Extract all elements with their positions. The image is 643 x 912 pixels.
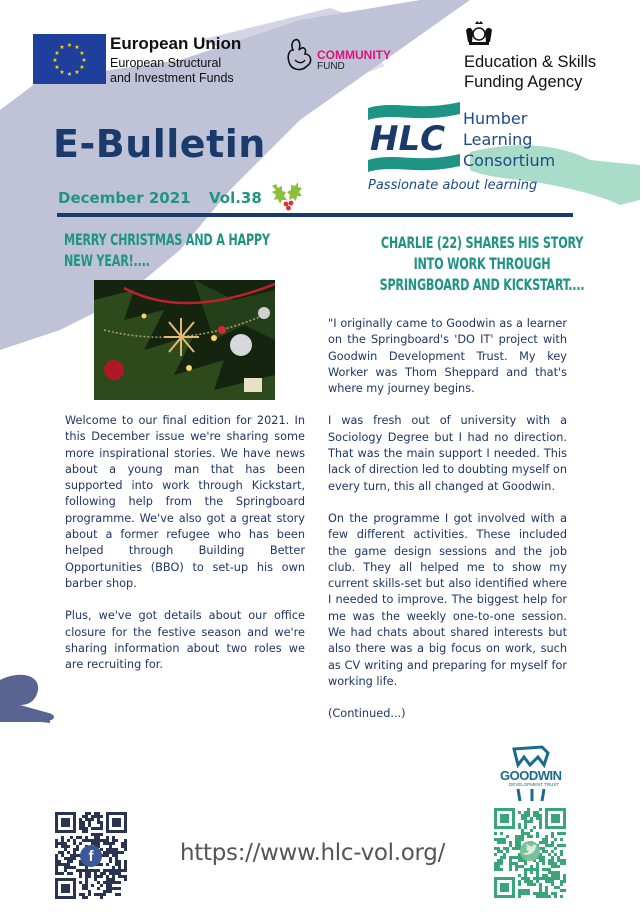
community-fund-line1: COMMUNITY: [317, 48, 391, 62]
goodwin-logo-name: GOODWIN: [500, 768, 562, 783]
hlc-logo-name: [463, 108, 555, 171]
svg-text:★: ★: [66, 71, 73, 78]
issue-volume: Vol.38: [209, 189, 262, 207]
svg-text:★: ★: [54, 50, 60, 57]
esfa-logo-text: [464, 52, 596, 92]
article-body-charlie: [328, 316, 567, 739]
paragraph: "I originally came to Goodwin as a learner on the Springboard's 'DO IT' project with Goodwin Development Trust. My key Worker was Thom Sheppard and that's where my journey begins.: [328, 317, 567, 396]
eu-logo-title: European Union: [110, 34, 242, 53]
goodwin-logo-sub: DEVELOPMENT TRUST: [509, 782, 560, 787]
headline-line1: CHARLIE (22) SHARES HIS STORY: [380, 233, 584, 252]
paragraph: Plus, we've got details about our office closure for the festive season and we're sharing information about two roles we are recruiting for.: [65, 609, 305, 672]
headline-line1: MERRY CHRISTMAS AND A HAPPY: [64, 230, 270, 249]
website-link[interactable]: https://www.hlc-vol.org/: [180, 840, 446, 866]
community-fund-line2: FUND: [317, 61, 345, 72]
holly-icon: [270, 180, 306, 212]
article-headline-christmas: [64, 229, 321, 271]
headline-line2: NEW YEAR!....: [64, 251, 150, 270]
facebook-qr-code[interactable]: [55, 812, 127, 900]
hlc-line2: Learning: [463, 130, 533, 149]
hlc-logo-mark: [366, 98, 462, 180]
eu-flag-icon: [33, 34, 106, 84]
eu-subtitle-line1: European Structural: [110, 56, 222, 70]
paragraph: On the programme I got involved with a few different activities. These included the game design sessions and the job club. They all helped me to show my current skills-set but also identified where I needed to improve. The biggest help for me was the weekly one-to-one session. We had chats about shared interests but also there was a big focus on work, such as CV writing and preparing for myself for working life.: [328, 511, 567, 688]
article-body-christmas: [65, 413, 305, 689]
paragraph: Welcome to our final edition for 2021. In this December issue we're sharing some more inspirational stories. We have news about a young man that has been supported into work through Kickstart, following help from the Springboard programme. We've also got a great story about a former refugee who has been helped through Building Better Opportunities (BBO) to set-up his own barber shop.: [65, 414, 305, 590]
hlc-line1: Humber: [463, 109, 528, 128]
svg-text:★: ★: [52, 57, 58, 64]
svg-text:★: ★: [59, 44, 65, 51]
facebook-icon: f: [80, 845, 102, 867]
article-headline-charlie: [369, 232, 595, 295]
twitter-icon: [520, 841, 540, 861]
header-divider: [57, 213, 573, 217]
esfa-line1: Education & Skills: [464, 53, 597, 71]
crossed-fingers-icon: [285, 36, 317, 76]
hlc-mark-text: HLC: [370, 119, 446, 159]
svg-text:★: ★: [81, 57, 87, 64]
svg-text:★: ★: [59, 69, 65, 76]
paragraph: I was fresh out of university with a Sociology Degree but I had no direction. That was the main support I needed. This lack of direction led to doubting myself on every turn, this all changed at Goodwin.: [328, 414, 567, 493]
esfa-line2: Funding Agency: [464, 73, 583, 91]
hlc-line3: Consortium: [463, 151, 556, 170]
svg-text:★: ★: [54, 64, 60, 71]
svg-text:★: ★: [79, 64, 85, 71]
twitter-qr-code[interactable]: [494, 808, 566, 896]
issue-date: December 2021: [58, 189, 191, 207]
continued-label: (Continued...): [328, 707, 406, 721]
headline-line2: INTO WORK THROUGH: [413, 254, 551, 273]
svg-text:★: ★: [66, 42, 73, 49]
eu-subtitle-line2: and Investment Funds: [110, 71, 234, 85]
hlc-tagline: Passionate about learning: [368, 178, 538, 193]
svg-text:★: ★: [79, 50, 85, 57]
svg-text:★: ★: [74, 69, 80, 76]
christmas-tree-photo: [94, 280, 275, 400]
svg-text:★: ★: [74, 44, 80, 51]
eu-logo-subtitle: [110, 56, 234, 86]
page-title: E-Bulletin: [53, 122, 266, 166]
royal-crest-icon: [463, 20, 495, 46]
headline-line3: SPRINGBOARD AND KICKSTART....: [379, 275, 585, 294]
